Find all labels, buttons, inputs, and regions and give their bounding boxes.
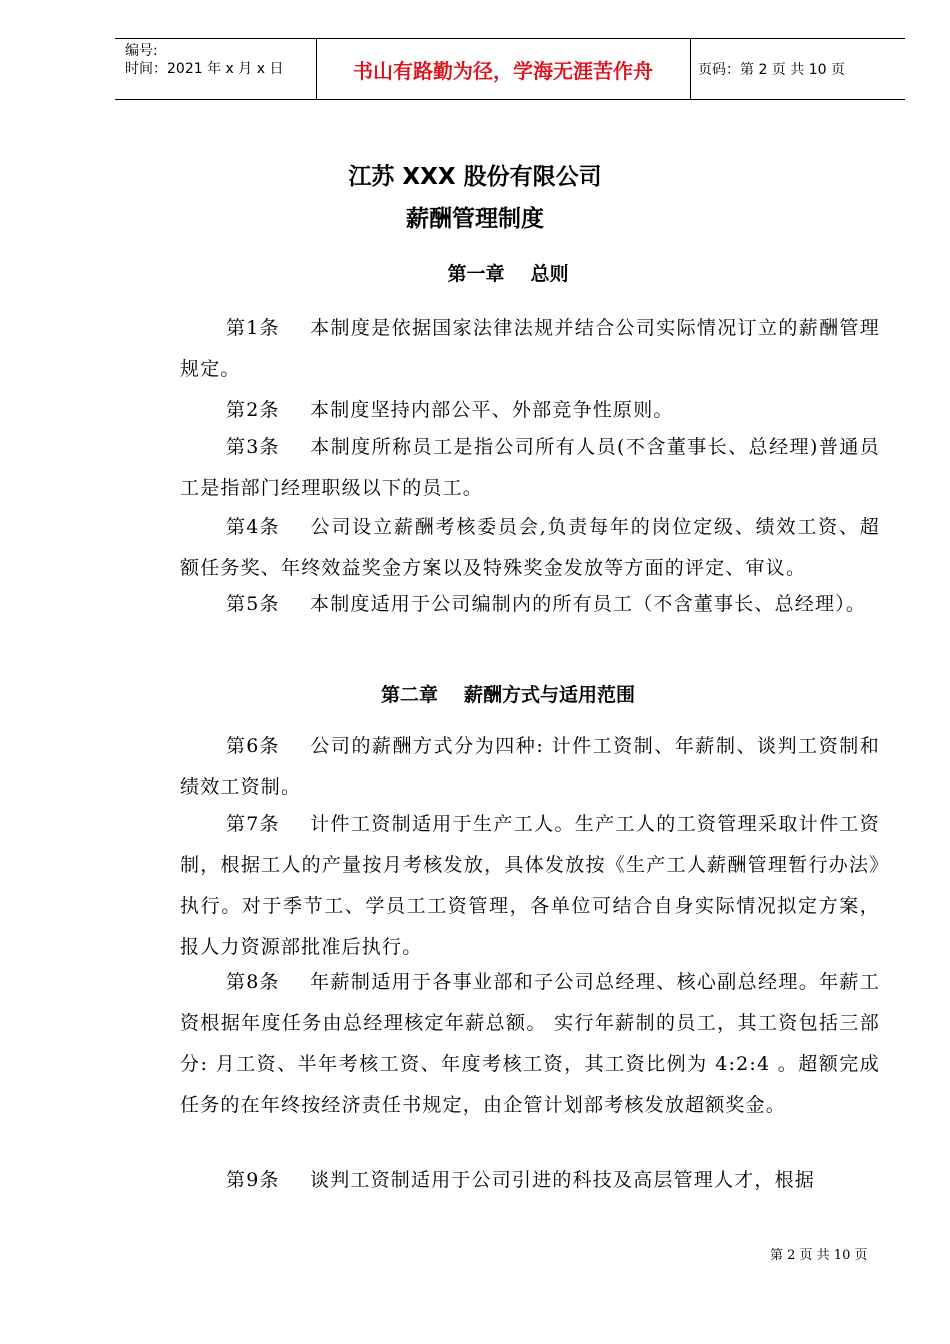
chapter-name: 总则 xyxy=(530,263,569,285)
article-text: 本制度是依据国家法律法规并结合公司实际情况订立的薪酬管理规定。 xyxy=(180,317,880,380)
article-text: 年薪制适用于各事业部和子公司总经理、核心副总经理。年薪工资根据年度任务由总经理核定年薪总额。 实行年薪制的员工，其工资包括三部分: 月工资、半年考核工资、年度考核工资，其工资比例为 4:2:4 。超额完成任务的在年终按经济责任书规定，由企管计划部考核发放超额奖金。 xyxy=(180,971,880,1116)
chapter-number: 第二章 xyxy=(380,684,438,706)
document-title: 江苏 XXX 股份有限公司 xyxy=(348,164,602,190)
article-number: 第8条 xyxy=(226,971,280,993)
page-header xyxy=(115,38,905,100)
article-text: 本制度所称员工是指公司所有人员(不含董事长、总经理)普通员工是指部门经理职级以下的员工。 xyxy=(180,436,880,499)
document-subtitle: 薪酬管理制度 xyxy=(406,206,544,232)
article-number: 第3条 xyxy=(226,436,280,458)
article xyxy=(180,726,880,808)
article xyxy=(180,507,880,589)
article-number: 第5条 xyxy=(226,593,280,615)
header-meta xyxy=(125,42,283,78)
header-divider xyxy=(690,38,691,100)
header-motto: 书山有路勤为径，学海无涯苦作舟 xyxy=(353,58,653,83)
article xyxy=(180,962,880,1126)
article-text: 本制度适用于公司编制内的所有员工（不含董事长、总经理）。 xyxy=(310,593,867,615)
article xyxy=(180,804,880,968)
article-text: 公司设立薪酬考核委员会,负责每年的岗位定级、绩效工资、超额任务奖、年终效益奖金方案以及特殊奖金发放等方面的评定、审议。 xyxy=(180,516,880,579)
chapter-name: 薪酬方式与适用范围 xyxy=(464,684,636,706)
header-number-label: 编号: xyxy=(125,43,158,59)
article xyxy=(180,308,880,390)
article-number: 第2条 xyxy=(226,399,280,421)
chapter-heading xyxy=(0,680,950,707)
article-text: 计件工资制适用于生产工人。生产工人的工资管理采取计件工资制，根据工人的产量按月考核发放，具体发放按《生产工人薪酬管理暂行办法》执行。对于季节工、学员工工资管理，各单位可结合自身实际情况拟定方案，报人力资源部批准后执行。 xyxy=(180,813,880,958)
chapter-heading xyxy=(0,259,950,286)
page-footer: 第 2 页 共 10 页 xyxy=(770,1248,868,1263)
article xyxy=(180,584,880,625)
article xyxy=(180,427,880,509)
chapter-number: 第一章 xyxy=(447,263,505,285)
article-text: 本制度坚持内部公平、外部竞争性原则。 xyxy=(310,399,674,421)
article-number: 第1条 xyxy=(226,317,280,339)
article-number: 第9条 xyxy=(226,1169,280,1191)
header-date: 时间：2021 年 x 月 x 日 xyxy=(125,61,284,77)
article-number: 第4条 xyxy=(226,516,280,538)
article xyxy=(180,390,880,431)
article-number: 第7条 xyxy=(226,813,280,835)
header-page-info: 页码：第 2 页 共 10 页 xyxy=(698,62,845,78)
article xyxy=(180,1160,880,1201)
article-text: 谈判工资制适用于公司引进的科技及高层管理人才，根据 xyxy=(310,1169,816,1191)
article-number: 第6条 xyxy=(226,735,280,757)
article-text: 公司的薪酬方式分为四种: 计件工资制、年薪制、谈判工资制和绩效工资制。 xyxy=(180,735,880,798)
